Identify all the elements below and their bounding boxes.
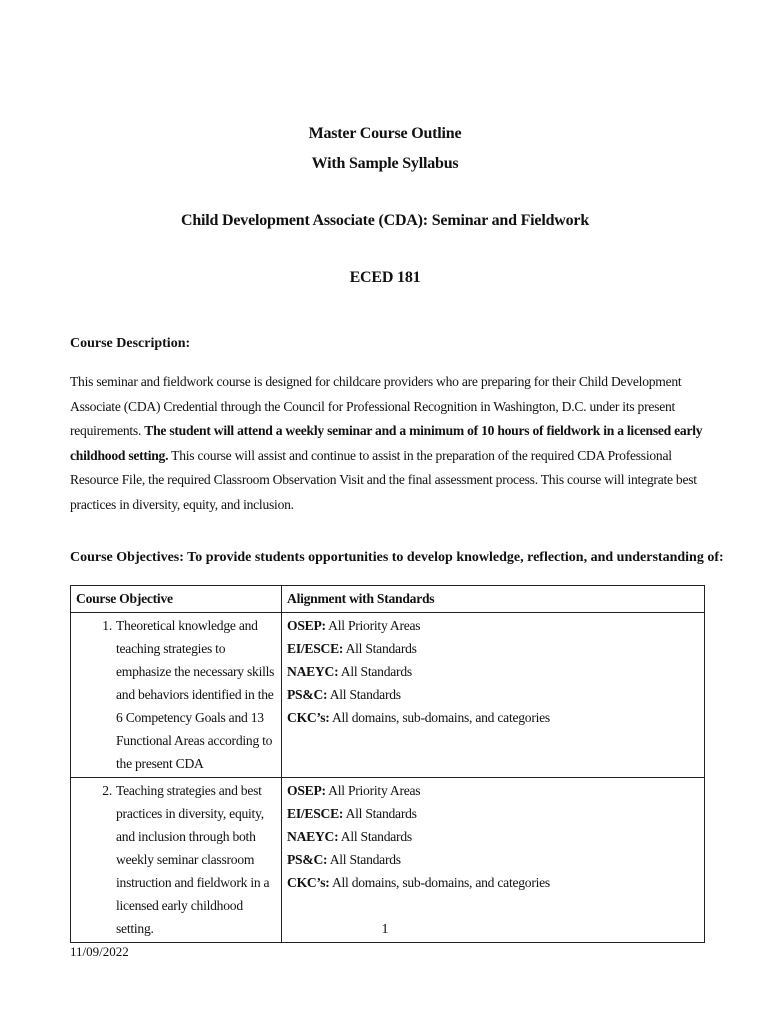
course-title: Child Development Associate (CDA): Seminar and Fieldwork [180, 212, 590, 229]
table-header-row [71, 586, 705, 613]
standard-line: PS&C: All Standards [287, 852, 401, 867]
objectives-table [70, 585, 705, 943]
table-row [71, 778, 705, 943]
standard-line: OSEP: All Priority Areas [287, 783, 421, 798]
objective-number: 1. [102, 618, 112, 633]
doc-title-line2: With Sample Syllabus [311, 155, 459, 172]
page-number: 1 [381, 922, 389, 937]
course-description-heading: Course Description: [70, 336, 191, 351]
description-part1: This seminar and fieldwork course is designed for childcare providers who are preparing for their Child Development Associate (CDA) Credential through the Council for Professional Recognition in Washington, D.C. under its present requirements. [70, 374, 682, 438]
objective-text: Theoretical knowledge and teaching strategies to emphasize the necessary skills and behaviors identified in the 6 Competency Goals and 13 Functional Areas according to the present CDA [116, 618, 275, 771]
course-description-text [70, 370, 710, 517]
standard-line: OSEP: All Priority Areas [287, 618, 421, 633]
footer-date: 11/09/2022 [70, 944, 129, 959]
table-row [71, 613, 705, 778]
standards-cell [282, 613, 705, 778]
objective-cell [71, 613, 282, 778]
standard-line: CKC’s: All domains, sub-domains, and categories [287, 710, 550, 725]
standard-line: CKC’s: All domains, sub-domains, and categories [287, 875, 550, 890]
col-header-objective: Course Objective [71, 586, 282, 613]
standards-cell [282, 778, 705, 943]
standard-line: PS&C: All Standards [287, 687, 401, 702]
doc-title-line1: Master Course Outline [308, 125, 462, 142]
description-part2: This course will assist and continue to assist in the preparation of the required CDA Professional Resource File, the required Classroom Observation Visit and the final assessment process. This course will integrate best practices in diversity, equity, and inclusion. [70, 447, 697, 512]
objective-text: Teaching strategies and best practices in diversity, equity, and inclusion through both weekly seminar classroom instruction and fieldwork in a licensed early childhood setting. [116, 783, 270, 936]
course-objectives-heading: Course Objectives: To provide students opportunities to develop knowledge, reflection, and understanding of: [70, 550, 724, 565]
course-code: ECED 181 [349, 269, 421, 286]
standard-line: EI/ESCE: All Standards [287, 641, 417, 656]
objective-cell [71, 778, 282, 943]
col-header-alignment: Alignment with Standards [282, 586, 705, 613]
standard-line: NAEYC: All Standards [287, 829, 412, 844]
standard-line: EI/ESCE: All Standards [287, 806, 417, 821]
description-bold: The student will attend a weekly seminar and a minimum of 10 hours of fieldwork in a licensed early childhood setting. [70, 423, 703, 463]
objective-number: 2. [102, 783, 112, 798]
standard-line: NAEYC: All Standards [287, 664, 412, 679]
